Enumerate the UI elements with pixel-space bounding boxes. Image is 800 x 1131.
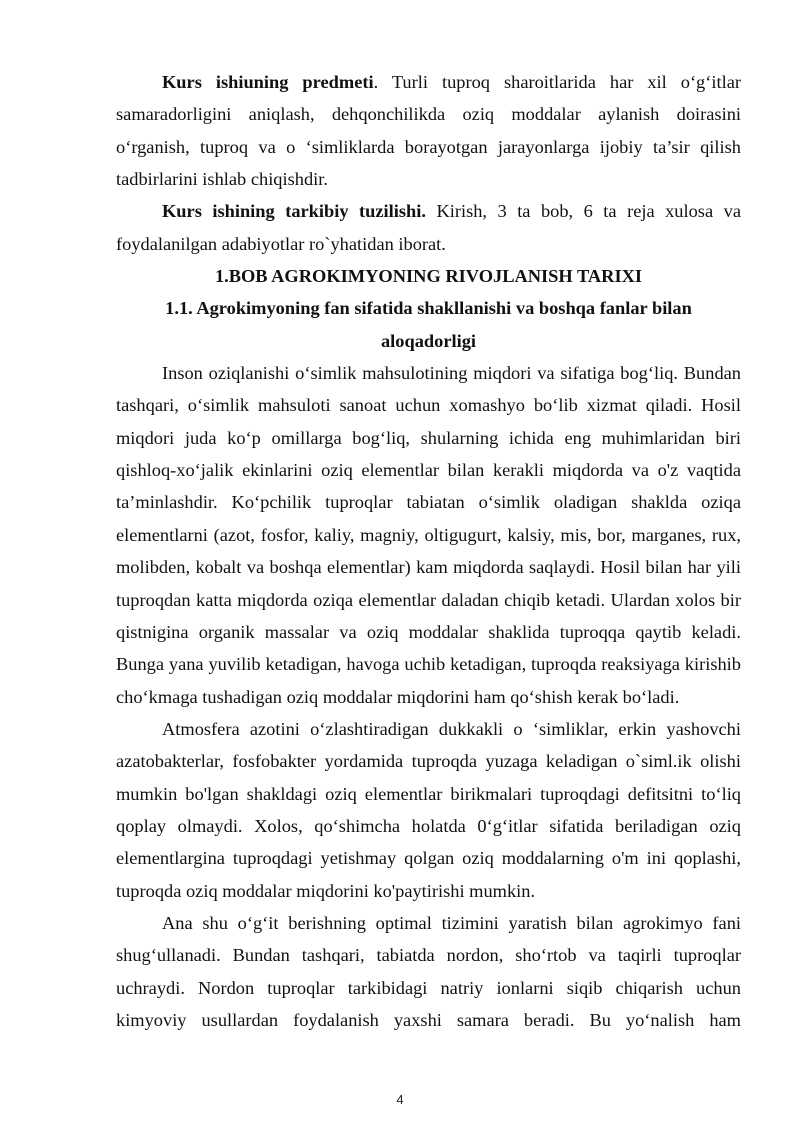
paragraph-course-subject (116, 66, 741, 195)
page-content (116, 66, 741, 1036)
course-structure-text: Kirish, 3 ta bob, 6 ta reja xulosa va foydalanilgan adabiyotlar ro`yhatidan iborat. (116, 201, 741, 254)
body-paragraph: Atmosfera azotini o‘zlashtiradigan dukkakli o ‘simliklar, erkin yashovchi azatobakterlar, fosfobakter yordamida tuproqda yuzaga keladigan o`siml.ik olishi mumkin bo'lgan shakldagi oziq elementlar birikmalari tuproqdagi defitsitni to‘liq qoplay olmaydi. Xolos, qo‘shimcha holatda 0‘g‘itlar sifatida beriladigan oziq elementlargina tuproqdagi yetishmay qolgan oziq moddalarning o'm ini qoplashi, tuproqda oziq moddalar miqdorini ko'paytirishi mumkin. (116, 718, 741, 901)
course-structure-lead: Kurs ishining tarkibiy tuzilishi. (162, 201, 426, 222)
paragraph-course-structure (116, 195, 741, 260)
chapter-title: 1.BOB AGROKIMYONING RIVOJLANISH TARIXI (214, 266, 643, 287)
course-subject-text: . Turli tuproq sharoitlarida har xil o‘g‘itlar samaradorligini aniqlash, dehqonchilikda oziq moddalar aylanish doirasini o‘rganish, tuproq va o ‘simliklarda borayotgan jarayonlarga ijobiy ta’sir qilish tadbirlarini ishlab chiqishdir. (116, 72, 741, 190)
body-paragraph: Ana shu o‘g‘it berishning optimal tizimini yaratish bilan agrokimyo fani shug‘ullanadi. Bundan tashqari, tabiatda nordon, sho‘rtob va taqirli tuproqlar uchraydi. Nordon tuproqlar tarkibidagi natriy ionlarni siqib chiqarish uchun kimyoviy usullardan foydalanish yaxshi samara beradi. Bu yo‘nalish ham (116, 912, 741, 1030)
section-title: 1.1. Agrokimyoning fan sifatida shakllanishi va boshqa fanlar bilan aloqadorligi (165, 298, 692, 351)
body-paragraph: Inson oziqlanishi o‘simlik mahsulotining miqdori va sifatiga bog‘liq. Bundan tashqari, o‘simlik mahsuloti sanoat uchun xomashyo bo‘lib xizmat qiladi. Hosil miqdori juda ko‘p omillarga bog‘liq, shularning ichida eng muhimlaridan biri qishloq-xo‘jalik ekinlarini oziq elementlar bilan kerakli miqdorda va o'z vaqtida ta’minlashdir. Ko‘pchilik tuproqlar tabiatan o‘simlik oladigan shaklda oziqa elementlarni (azot, fosfor, kaliy, magniy, oltigugurt, kalsiy, mis, bor, marganes, rux, molibden, kobalt va boshqa elementlar) kam miqdorda saqlaydi. Hosil bilan har yili tuproqdan katta miqdorda oziqa elementlar daladan chiqib ketadi. Ulardan xolos bir qistnigina organik massalar va oziq moddalar shaklida tuproqqa qaytib keladi. Bunga yana yuvilib ketadigan, havoga uchib ketadigan, tuproqda reaksiyaga kirishib cho‘kmaga tushadigan oziq moddalar miqdorini ham qo‘shish kerak bo‘ladi. (116, 363, 741, 707)
page-number: 4 (396, 1092, 404, 1107)
course-subject-lead: Kurs ishiuning predmeti (162, 72, 374, 92)
